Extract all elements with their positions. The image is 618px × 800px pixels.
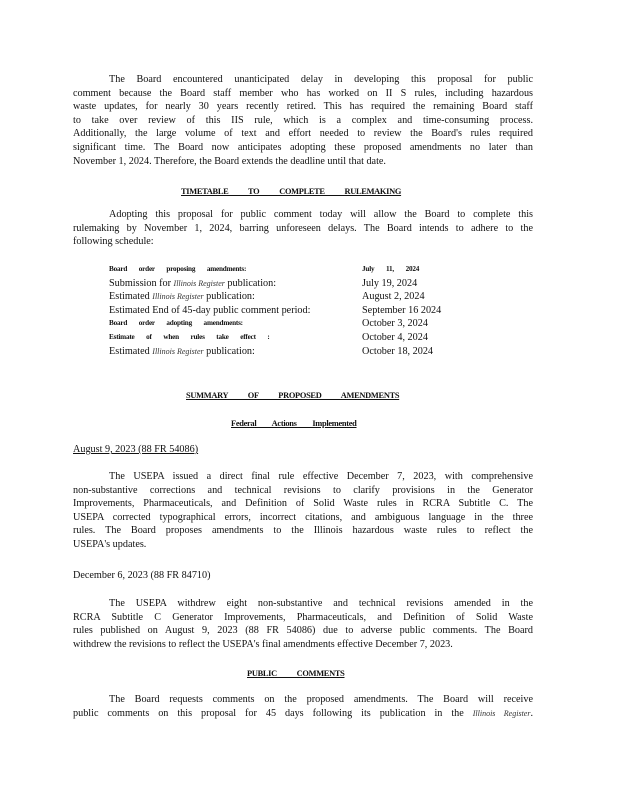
schedule-date: September 16 2024 (362, 304, 442, 316)
heading-summary: SUMMARY OF PROPOSED AMENDMENTS (186, 391, 400, 400)
paragraph-direct-final-rule (73, 470, 533, 552)
p3-line: Improvements, Pharmaceuticals, and Definition of Solid Waste rules in RCRA Subtitle C. The (73, 498, 533, 510)
p5-line: The Board requests comments on the proposed amendments. The Board will receive (109, 694, 533, 705)
p1-line: waste updates, for nearly 30 years recently retired. This has required the remaining Board staff (73, 101, 533, 113)
p2-line: following schedule: (73, 236, 154, 248)
schedule-event: Estimated Illinois Register publication: (109, 345, 255, 357)
p5-line: public comments on this proposal for 45 days following its publication in the Illinois Register. (73, 707, 533, 719)
schedule-event: Board order proposing amendments: (109, 265, 247, 273)
p4-line: RCRA Subtitle C Generator Improvements, Pharmaceuticals, and Definition of Solid Waste (73, 611, 533, 623)
p4-line: The USEPA withdrew eight non-substantive and technical revisions amended in the (109, 598, 533, 609)
p3-line: USEPA corrected typographical errors, incorrect citations, and ambiguous language in the three (73, 511, 533, 523)
heading-federal-actions: Federal Actions Implemented (231, 419, 357, 428)
schedule-table (109, 263, 469, 358)
schedule-event: Estimate of when rules take effect : (109, 332, 270, 341)
paragraph-public-comments (73, 693, 533, 720)
heading-timetable: TIMETABLE TO COMPLETE RULEMAKING (181, 187, 402, 196)
p2-line: Adopting this proposal for public comment today will allow the Board to complete this (109, 209, 533, 220)
schedule-row (109, 277, 469, 291)
schedule-row (109, 290, 469, 304)
schedule-date: July 19, 2024 (362, 277, 418, 289)
paragraph-withdrawal (73, 597, 533, 651)
paragraph-delay (73, 73, 533, 168)
schedule-event: Estimated End of 45-day public comment period: (109, 304, 311, 316)
federal-action-date: August 9, 2023 (88 FR 54086) (73, 444, 199, 455)
p1-line: The Board encountered unanticipated delay in developing this proposal for public (109, 74, 533, 85)
schedule-row (109, 263, 469, 277)
p1-line: Additionally, the large volume of text and effort needed to review the Board's rules required (73, 128, 533, 140)
p4-line: withdrew the revisions to reflect the USEPA's final amendments effective December 7, 2023. (73, 638, 453, 650)
schedule-row (109, 317, 469, 331)
p4-line: rules published on August 9, 2023 (88 FR 54086) due to adverse public comments. The Board (73, 625, 533, 637)
schedule-date: October 18, 2024 (362, 345, 434, 357)
p2-line: rulemaking by November 1, 2024, barring unforeseen delays. The Board intends to adhere to the (73, 222, 533, 234)
schedule-date: July 11, 2024 (362, 265, 420, 273)
schedule-event: Submission for Illinois Register publication: (109, 277, 277, 289)
schedule-row (109, 331, 469, 345)
schedule-row (109, 345, 469, 359)
federal-action-date: December 6, 2023 (88 FR 84710) (73, 570, 211, 581)
p1-line: to take over review of this IIS rule, which is a complex and time-consuming process. (73, 114, 533, 126)
p3-line: USEPA's updates. (73, 538, 147, 550)
p3-line: The USEPA issued a direct final rule effective December 7, 2023, with comprehensive (109, 471, 533, 482)
p1-line: November 1, 2024. Therefore, the Board extends the deadline until that date. (73, 155, 386, 167)
schedule-date: October 3, 2024 (362, 318, 428, 330)
schedule-event: Board order adopting amendments: (109, 319, 243, 328)
p3-line: rules. The Board proposes amendments to the Illinois hazardous waste rules to reflect the (73, 525, 533, 537)
p1-line: comment because the Board staff member who has worked on II S rules, including hazardous (73, 87, 533, 99)
schedule-date: August 2, 2024 (362, 291, 425, 303)
paragraph-adopting (73, 208, 533, 249)
schedule-event: Estimated Illinois Register publication: (109, 291, 255, 303)
p1-line: significant time. The Board now anticipates adopting these proposed amendments no later than (73, 141, 533, 153)
schedule-date: October 4, 2024 (362, 331, 428, 343)
heading-public-comments: PUBLIC COMMENTS (247, 669, 345, 678)
p3-line: non-substantive corrections and technical revisions to clarify provisions in the Generator (73, 484, 533, 496)
schedule-row (109, 304, 469, 318)
